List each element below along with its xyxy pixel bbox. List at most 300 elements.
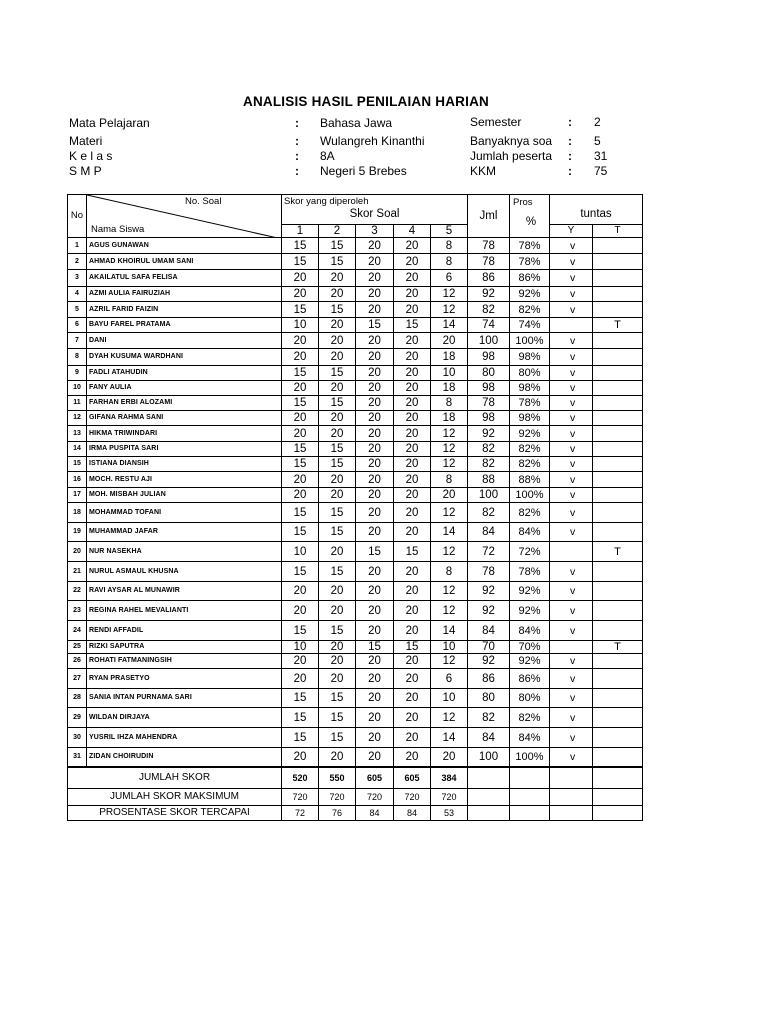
table-row [68,472,643,488]
score-cell: 12 [431,503,468,523]
score-cell: 20 [394,457,431,472]
score-table [67,194,643,821]
student-name: RENDI AFFADIL [87,621,282,641]
header-skor-soal: Skor Soal [349,208,400,220]
score-cell: 15 [394,542,431,562]
summary-value: 605 [356,767,394,789]
score-cell: 20 [319,641,356,654]
tuntas-y-cell: v [550,503,593,523]
score-cell: 12 [431,457,468,472]
score-cell: 20 [394,582,431,601]
row-number: 7 [68,333,87,349]
percent-cell: 98% [510,381,550,396]
summary-row [68,767,643,789]
student-name: ISTIANA DIANSIH [87,457,282,472]
score-cell: 20 [356,270,394,287]
score-cell: 12 [431,442,468,457]
row-number: 21 [68,562,87,582]
score-cell: 20 [282,601,319,621]
tuntas-t-cell [593,254,643,270]
row-number: 25 [68,641,87,654]
percent-cell: 86% [510,270,550,287]
score-cell: 14 [431,523,468,542]
row-number: 15 [68,457,87,472]
score-cell: 20 [394,708,431,728]
row-number: 9 [68,366,87,381]
score-cell: 20 [319,748,356,767]
header-pros [510,195,550,238]
tuntas-y-cell: v [550,748,593,767]
table-row [68,457,643,472]
total-cell: 82 [468,708,510,728]
student-name: AKAILATUL SAFA FELISA [87,270,282,287]
total-cell: 84 [468,621,510,641]
tuntas-y-cell: v [550,287,593,302]
score-cell: 15 [282,366,319,381]
table-row [68,396,643,411]
summary-value: 84 [356,806,394,821]
score-cell: 20 [356,426,394,442]
percent-cell: 92% [510,654,550,669]
score-cell: 15 [319,621,356,641]
score-cell: 20 [394,488,431,503]
student-name: FADLI ATAHUDIN [87,366,282,381]
total-cell: 74 [468,318,510,333]
score-cell: 20 [356,366,394,381]
tuntas-y-cell: v [550,457,593,472]
total-cell: 72 [468,542,510,562]
score-cell: 10 [282,542,319,562]
row-number: 5 [68,302,87,318]
score-cell: 20 [319,488,356,503]
table-row [68,748,643,767]
score-cell: 15 [319,523,356,542]
score-cell: 20 [319,472,356,488]
score-cell: 15 [319,503,356,523]
table-row [68,542,643,562]
total-cell: 92 [468,287,510,302]
tuntas-y-cell: v [550,488,593,503]
percent-cell: 100% [510,488,550,503]
score-cell: 20 [356,287,394,302]
total-cell: 78 [468,254,510,270]
row-number: 8 [68,349,87,366]
tuntas-t-cell [593,381,643,396]
tuntas-y-cell [550,542,593,562]
summary-value: 53 [431,806,468,821]
score-cell: 20 [394,396,431,411]
total-cell: 86 [468,669,510,689]
student-name: AZMI AULIA FAIRUZIAH [87,287,282,302]
tuntas-t-cell: T [593,542,643,562]
score-cell: 20 [394,238,431,254]
tuntas-y-cell: v [550,238,593,254]
score-cell: 15 [282,621,319,641]
table-row [68,270,643,287]
left-info-label: K e l a s [69,149,113,163]
right-info-value: 2 [594,115,601,129]
left-info-value: Bahasa Jawa [320,116,393,130]
score-cell: 14 [431,621,468,641]
percent-cell: 100% [510,748,550,767]
summary-value: 384 [431,767,468,789]
score-cell: 20 [319,601,356,621]
row-number: 31 [68,748,87,767]
student-name: ZIDAN CHOIRUDIN [87,748,282,767]
summary-empty-cell [593,789,643,806]
score-cell: 20 [282,333,319,349]
right-info-value: 75 [594,164,608,178]
row-number: 6 [68,318,87,333]
table-row [68,318,643,333]
score-cell: 15 [319,366,356,381]
student-name: DYAH KUSUMA WARDHANI [87,349,282,366]
table-row [68,654,643,669]
score-cell: 20 [282,270,319,287]
tuntas-t-cell [593,287,643,302]
tuntas-y-cell: v [550,442,593,457]
tuntas-t-cell [593,503,643,523]
score-cell: 14 [431,728,468,748]
percent-cell: 92% [510,601,550,621]
score-cell: 15 [319,442,356,457]
row-number: 30 [68,728,87,748]
score-cell: 20 [282,582,319,601]
summary-value: 720 [431,789,468,806]
percent-cell: 98% [510,349,550,366]
score-cell: 20 [431,333,468,349]
total-cell: 98 [468,411,510,426]
percent-cell: 82% [510,708,550,728]
tuntas-t-cell [593,488,643,503]
score-cell: 20 [282,748,319,767]
score-cell: 15 [282,396,319,411]
student-name: NUR NASEKHA [87,542,282,562]
right-info-colon: : [568,164,572,178]
score-cell: 20 [394,366,431,381]
score-cell: 20 [356,302,394,318]
tuntas-y-cell: v [550,562,593,582]
left-info-value: Wulangreh Kinanthi [320,134,425,148]
tuntas-y-cell [550,641,593,654]
header-tuntas: tuntas [550,195,643,225]
tuntas-t-cell [593,562,643,582]
header-percent-sign: % [525,216,537,228]
score-cell: 20 [356,689,394,708]
score-cell: 15 [282,238,319,254]
summary-value: 720 [319,789,356,806]
tuntas-t-cell [593,601,643,621]
score-cell: 20 [394,669,431,689]
score-cell: 20 [319,349,356,366]
summary-empty-cell [550,789,593,806]
summary-empty-cell [593,767,643,789]
row-number: 3 [68,270,87,287]
score-cell: 20 [394,254,431,270]
score-cell: 15 [319,708,356,728]
summary-value: 550 [319,767,356,789]
score-cell: 20 [356,396,394,411]
percent-cell: 84% [510,728,550,748]
row-number: 28 [68,689,87,708]
score-cell: 18 [431,381,468,396]
total-cell: 100 [468,333,510,349]
total-cell: 84 [468,728,510,748]
student-name: FANY AULIA [87,381,282,396]
score-cell: 8 [431,238,468,254]
tuntas-t-cell [593,748,643,767]
score-cell: 12 [431,426,468,442]
header-no: No [68,195,87,238]
table-row [68,621,643,641]
score-cell: 20 [356,708,394,728]
row-number: 26 [68,654,87,669]
tuntas-t-cell [593,523,643,542]
tuntas-t-cell [593,302,643,318]
score-cell: 8 [431,254,468,270]
row-number: 19 [68,523,87,542]
score-cell: 6 [431,270,468,287]
student-name: MUHAMMAD JAFAR [87,523,282,542]
score-cell: 20 [356,728,394,748]
left-info-colon: : [295,164,299,178]
score-cell: 20 [319,411,356,426]
tuntas-y-cell: v [550,728,593,748]
right-info-label: Semester [470,115,522,129]
table-row [68,601,643,621]
summary-row [68,789,643,806]
percent-cell: 74% [510,318,550,333]
total-cell: 80 [468,366,510,381]
score-cell: 12 [431,654,468,669]
score-cell: 20 [319,654,356,669]
tuntas-y-cell: v [550,654,593,669]
score-cell: 20 [282,669,319,689]
header-soal-number: 2 [319,225,356,238]
total-cell: 98 [468,381,510,396]
score-cell: 20 [394,689,431,708]
score-cell: 18 [431,411,468,426]
left-info-colon: : [295,116,299,130]
tuntas-y-cell: v [550,396,593,411]
summary-empty-cell [510,767,550,789]
header-soal-number: 5 [431,225,468,238]
tuntas-t-cell [593,621,643,641]
tuntas-t-cell [593,582,643,601]
student-name: YUSRIL IHZA MAHENDRA [87,728,282,748]
row-number: 22 [68,582,87,601]
student-name: HIKMA TRIWINDARI [87,426,282,442]
score-cell: 12 [431,302,468,318]
table-row [68,381,643,396]
table-row [68,728,643,748]
score-cell: 20 [356,488,394,503]
score-cell: 20 [394,333,431,349]
score-cell: 20 [394,349,431,366]
summary-label: JUMLAH SKOR [68,767,282,789]
score-cell: 15 [394,641,431,654]
score-cell: 20 [356,381,394,396]
table-row [68,349,643,366]
score-cell: 20 [356,654,394,669]
score-cell: 20 [356,442,394,457]
score-cell: 15 [319,562,356,582]
tuntas-t-cell: T [593,318,643,333]
score-cell: 10 [282,318,319,333]
tuntas-t-cell [593,728,643,748]
total-cell: 78 [468,562,510,582]
row-number: 29 [68,708,87,728]
tuntas-t-cell [593,669,643,689]
score-cell: 15 [282,442,319,457]
student-name: ROHATI FATMANINGSIH [87,654,282,669]
row-number: 10 [68,381,87,396]
tuntas-y-cell: v [550,708,593,728]
student-name: REGINA RAHEL MEVALIANTI [87,601,282,621]
student-name: RAVI AYSAR AL MUNAWIR [87,582,282,601]
total-cell: 82 [468,442,510,457]
table-row [68,641,643,654]
score-cell: 20 [319,381,356,396]
score-cell: 20 [394,442,431,457]
table-row [68,302,643,318]
student-name: MOHAMMAD TOFANI [87,503,282,523]
score-cell: 15 [319,457,356,472]
tuntas-t-cell [593,442,643,457]
total-cell: 92 [468,601,510,621]
score-cell: 20 [394,654,431,669]
total-cell: 82 [468,302,510,318]
percent-cell: 78% [510,254,550,270]
total-cell: 86 [468,270,510,287]
total-cell: 82 [468,503,510,523]
score-cell: 15 [394,318,431,333]
percent-cell: 92% [510,426,550,442]
summary-value: 720 [282,789,319,806]
score-cell: 15 [282,728,319,748]
row-number: 1 [68,238,87,254]
row-number: 18 [68,503,87,523]
score-cell: 12 [431,542,468,562]
score-cell: 15 [282,708,319,728]
score-cell: 15 [319,238,356,254]
total-cell: 70 [468,641,510,654]
score-cell: 20 [356,582,394,601]
percent-cell: 88% [510,472,550,488]
score-cell: 15 [282,523,319,542]
percent-cell: 80% [510,689,550,708]
score-cell: 6 [431,669,468,689]
score-cell: 20 [282,654,319,669]
tuntas-y-cell: v [550,381,593,396]
score-cell: 20 [319,287,356,302]
total-cell: 82 [468,457,510,472]
score-cell: 20 [319,426,356,442]
table-row [68,582,643,601]
score-cell: 20 [282,349,319,366]
score-cell: 20 [356,503,394,523]
score-cell: 20 [356,621,394,641]
row-number: 16 [68,472,87,488]
score-cell: 20 [282,472,319,488]
score-cell: 20 [356,349,394,366]
tuntas-y-cell: v [550,302,593,318]
tuntas-y-cell: v [550,523,593,542]
student-name: AZRIL FARID FAIZIN [87,302,282,318]
score-cell: 15 [282,503,319,523]
score-cell: 20 [394,728,431,748]
right-info-colon: : [568,134,572,148]
student-name: RIZKI SAPUTRA [87,641,282,654]
right-info-label: KKM [470,164,497,178]
score-cell: 15 [282,302,319,318]
table-row [68,366,643,381]
table-row [68,708,643,728]
score-cell: 10 [431,641,468,654]
tuntas-y-cell [550,318,593,333]
score-cell: 20 [394,472,431,488]
right-info-label: Banyaknya soa [470,134,553,148]
score-cell: 15 [282,254,319,270]
row-number: 11 [68,396,87,411]
tuntas-y-cell: v [550,669,593,689]
header-soal-number: 3 [356,225,394,238]
tuntas-t-cell [593,708,643,728]
percent-cell: 82% [510,503,550,523]
summary-empty-cell [468,789,510,806]
score-cell: 20 [394,601,431,621]
tuntas-y-cell: v [550,254,593,270]
student-name: IRMA PUSPITA SARI [87,442,282,457]
student-name: GIFANA RAHMA SANI [87,411,282,426]
total-cell: 92 [468,582,510,601]
score-cell: 20 [356,238,394,254]
score-cell: 20 [282,488,319,503]
score-cell: 14 [431,318,468,333]
header-soal-number: 4 [394,225,431,238]
score-cell: 20 [282,287,319,302]
left-info-colon: : [295,134,299,148]
total-cell: 100 [468,488,510,503]
score-cell: 20 [356,562,394,582]
total-cell: 78 [468,238,510,254]
tuntas-y-cell: v [550,426,593,442]
summary-label: JUMLAH SKOR MAKSIMUM [68,789,282,806]
percent-cell: 84% [510,621,550,641]
tuntas-t-cell [593,333,643,349]
score-cell: 20 [394,411,431,426]
score-cell: 20 [319,270,356,287]
summary-value: 720 [356,789,394,806]
score-cell: 20 [356,333,394,349]
score-cell: 15 [282,562,319,582]
percent-cell: 82% [510,442,550,457]
tuntas-t-cell [593,366,643,381]
score-cell: 20 [356,457,394,472]
table-row [68,503,643,523]
score-cell: 20 [394,523,431,542]
table-row [68,442,643,457]
total-cell: 92 [468,426,510,442]
header-pros-label: Pros [513,197,533,208]
summary-empty-cell [468,806,510,821]
row-number: 20 [68,542,87,562]
row-number: 13 [68,426,87,442]
score-cell: 20 [356,523,394,542]
student-name: MOCH. RESTU AJI [87,472,282,488]
percent-cell: 82% [510,457,550,472]
header-t: T [593,225,643,238]
